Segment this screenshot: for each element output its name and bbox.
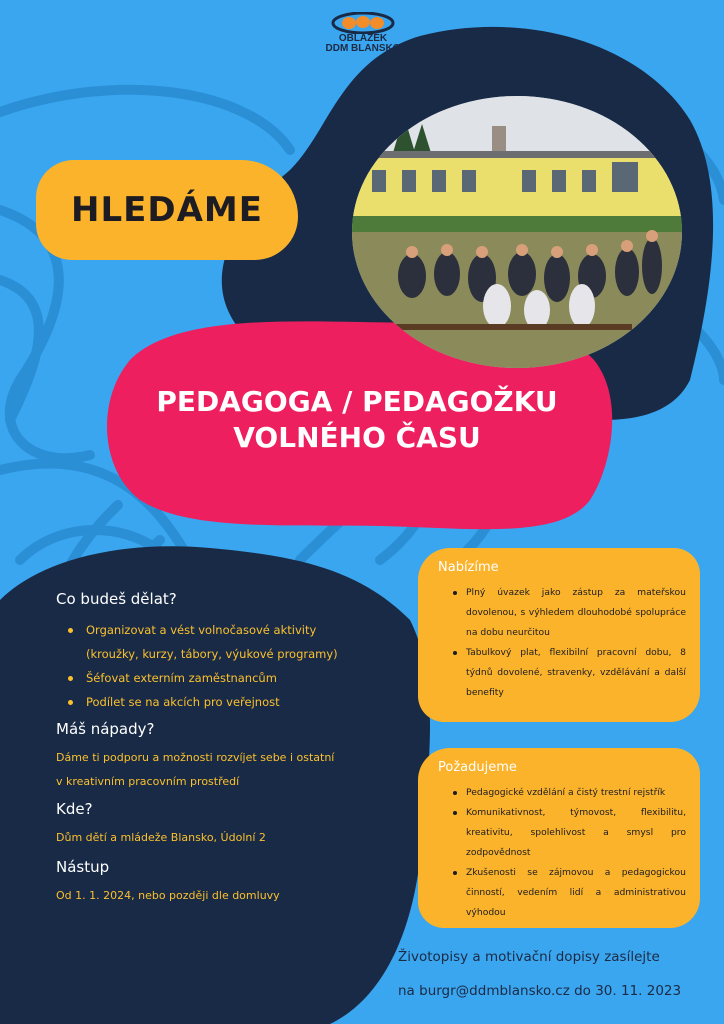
headline-badge — [36, 160, 298, 260]
headline: HLEDÁME — [71, 190, 263, 230]
location-text: Dům dětí a mládeže Blansko, Údolní 2 — [56, 831, 266, 844]
requirement-item: Pedagogické vzdělání a čistý trestní rejstřík — [466, 783, 686, 803]
position-title-line1: PEDAGOGA / PEDAGOŽKU — [156, 385, 558, 418]
logo-stones-icon — [331, 12, 395, 34]
location-heading: Kde? — [56, 800, 93, 818]
offer-item: Plný úvazek jako zástup za mateřskou dovolenou, s výhledem dlouhodobé spolupráce na dobu neurčitou — [466, 583, 686, 643]
offer-box — [418, 548, 700, 722]
logo-line1: OBLÁZEK — [338, 33, 388, 44]
offer-list — [438, 583, 686, 703]
requirement-item: Komunikativnost, týmovost, flexibilitu, kreativitu, spolehlivost a smysl pro zodpovědnost — [466, 803, 686, 863]
left-column — [56, 590, 356, 908]
duties-heading: Co budeš dělat? — [56, 590, 177, 608]
group-photo — [352, 96, 682, 368]
duty-item: Podílet se na akcích pro veřejnost — [56, 690, 356, 714]
position-title-line2: VOLNÉHO ČASU — [233, 421, 481, 454]
logo — [318, 12, 408, 72]
logo-line2: DDM BLANSKO — [325, 43, 401, 54]
ideas-line2: v kreativním pracovním prostředí — [56, 775, 240, 788]
position-title — [108, 384, 606, 456]
duty-item: Šéfovat externím zaměstnancům — [56, 666, 356, 690]
duty-item-continued: (kroužky, kurzy, tábory, výukové programy) — [86, 647, 338, 661]
offer-heading: Nabízíme — [438, 560, 499, 575]
group-photo-icon — [352, 96, 682, 368]
footer — [398, 940, 698, 1008]
requirements-box — [418, 748, 700, 928]
duty-item: Organizovat a vést volnočasové aktivity — [56, 618, 356, 642]
requirement-item: Zkušenosti se zájmovou a pedagogickou činností, vedením lidí a administrativou výhodou — [466, 863, 686, 923]
start-text: Od 1. 1. 2024, nebo později dle domluvy — [56, 889, 280, 902]
footer-line1: Životopisy a motivační dopisy zasílejte — [398, 949, 660, 965]
ideas-heading: Máš nápady? — [56, 720, 155, 738]
footer-line2: na burgr@ddmblansko.cz do 30. 11. 2023 — [398, 983, 682, 999]
duties-list — [56, 618, 356, 714]
offer-item: Tabulkový plat, flexibilní pracovní dobu, 8 týdnů dovolené, stravenky, vzdělávání a další benefity — [466, 643, 686, 703]
start-heading: Nástup — [56, 858, 110, 876]
requirements-heading: Požadujeme — [438, 760, 517, 775]
ideas-line1: Dáme ti podporu a možnosti rozvíjet sebe i ostatní — [56, 751, 335, 764]
requirements-list — [438, 783, 686, 923]
